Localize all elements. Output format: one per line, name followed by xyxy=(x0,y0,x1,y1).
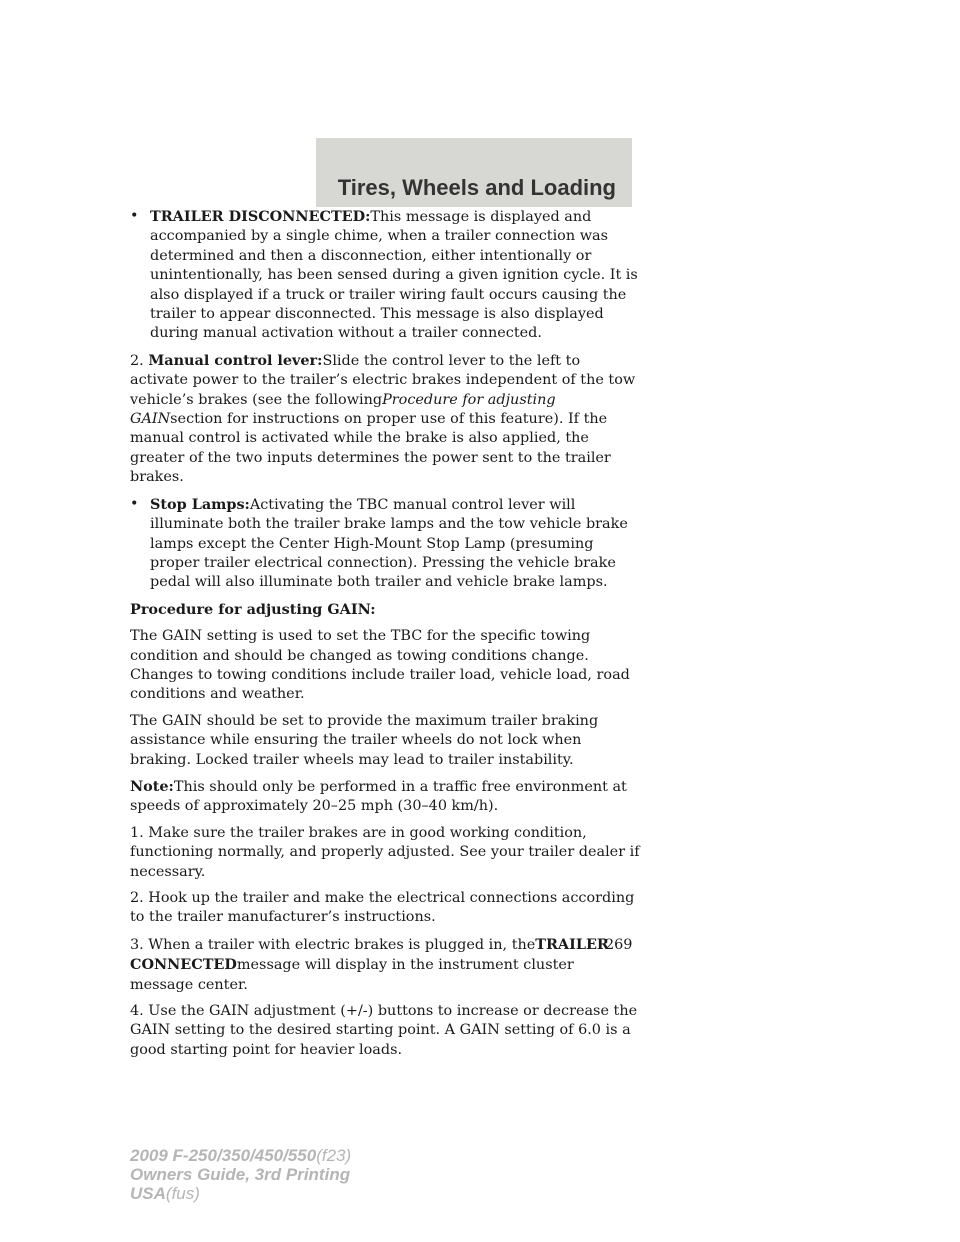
heading-text: Procedure for adjusting GAIN: xyxy=(130,600,376,618)
section-header xyxy=(316,138,632,207)
text-stop-lamps: Activating the TBC manual control lever will illuminate both the trailer brake lamps and the tow vehicle brake lamps except the Center High-Mount Stop Lamp (presuming proper trailer electrical connection). Pressing the vehicle brake pedal will also illuminate both trailer and vehicle brake lamps. xyxy=(150,496,628,591)
term-trailer-connected: TRAILER CONNECTED xyxy=(130,935,609,974)
footer-line-1 xyxy=(130,1146,351,1165)
page-number: 269 xyxy=(605,937,633,953)
note-label: Note: xyxy=(130,777,174,795)
footer-line-2: Owners Guide, 3rd Printing xyxy=(130,1165,351,1184)
step-4: 4. Use the GAIN adjustment (+/-) buttons to increase or decrease the GAIN setting to the desired starting point. A GAIN setting of 6.0 is a good starting point for heavier loads. xyxy=(130,1003,638,1058)
text-trailer-disconnected: This message is displayed and accompanied by a single chime, when a trailer connection was determined and then a disconnection, either intentionally or unintentionally, has been sensed during a given ignition cycle. It is also displayed if a truck or trailer wiring fault occurs causing the trailer to appear disconnected. This message is also displayed during manual activation without a trailer connected. xyxy=(150,209,638,342)
paragraph-gain-maximum: The GAIN should be set to provide the maximum trailer braking assistance while ensuring the trailer wheels do not lock when braking. Locked trailer wheels may lead to trailer instability. xyxy=(130,712,599,768)
footer-line-3 xyxy=(130,1184,351,1203)
text-manual-control-1: Slide the control lever to the left to activate power to the trailer’s electric brakes independent of the tow vehicle’s brakes (see the following xyxy=(130,352,636,408)
bullet-icon: • xyxy=(130,495,139,512)
footer xyxy=(130,1146,351,1203)
text-manual-control-2: section for instructions on proper use of this feature). If the manual control is activated while the brake is also applied, the greater of the two inputs determines the power sent to the trailer brakes. xyxy=(130,411,611,486)
paragraph-gain-setting: The GAIN setting is used to set the TBC for the specific towing condition and should be changed as towing conditions change. Changes to towing conditions include trailer load, vehicle load, road conditions and weather. xyxy=(130,628,630,703)
bullet-icon: • xyxy=(130,208,139,224)
bullet-stop-lamps xyxy=(130,495,640,593)
step-3-text-1: 3. When a trailer with electric brakes is plugged in, the xyxy=(130,936,536,953)
section-title: Tires, Wheels and Loading xyxy=(337,175,616,200)
ref-procedure-gain: Procedure for adjusting GAIN xyxy=(130,391,556,428)
page-content xyxy=(130,207,640,1060)
footer-model: 2009 F-250/350/450/550 xyxy=(130,1146,317,1165)
note-text: This should only be performed in a traffic free environment at speeds of approximately 20–25 mph (30–40 km/h). xyxy=(130,778,627,815)
term-manual-control-lever: Manual control lever: xyxy=(148,351,323,369)
footer-market: USA xyxy=(130,1184,166,1203)
footer-model-code: (f23) xyxy=(316,1146,352,1165)
footer-market-code: (fus) xyxy=(165,1184,200,1203)
heading-procedure-gain xyxy=(130,600,640,620)
step-1: 1. Make sure the trailer brakes are in good working condition, functioning normally, and properly adjusted. See your trailer dealer if necessary. xyxy=(130,824,640,880)
step-3-text-2: message will display in the instrument cluster message center. xyxy=(130,957,574,993)
step-2: 2. Hook up the trailer and make the electrical connections according to the trailer manufacturer’s instructions. xyxy=(130,890,635,926)
step-number: 2. xyxy=(130,352,149,369)
step-3 xyxy=(130,935,640,995)
note-traffic-free xyxy=(130,777,640,817)
term-trailer-disconnected: TRAILER DISCONNECTED: xyxy=(150,208,371,225)
step-manual-control-lever xyxy=(130,351,640,488)
bullet-trailer-disconnected xyxy=(130,207,640,344)
term-stop-lamps: Stop Lamps: xyxy=(150,495,250,513)
